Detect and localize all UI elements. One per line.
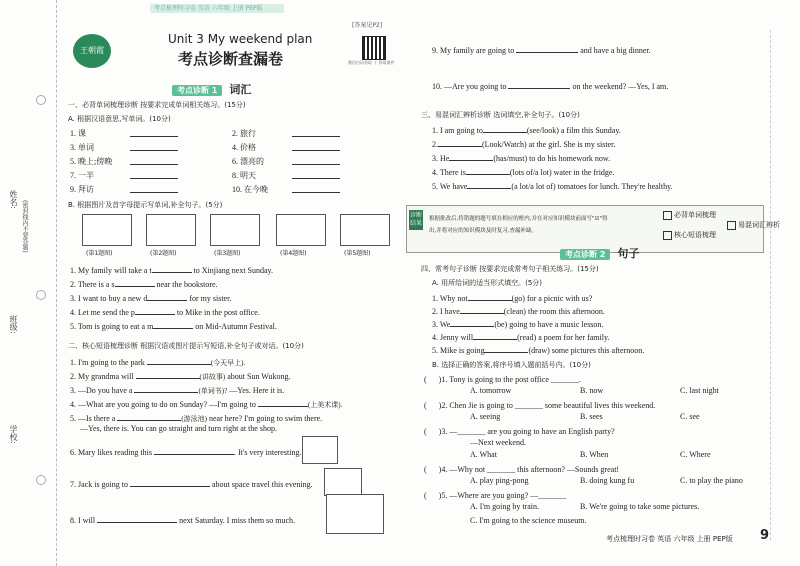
answer-blank[interactable]: [438, 138, 482, 147]
q3-item: [432, 180, 673, 191]
item-text: 5. —Is there a: [70, 414, 116, 423]
item-text: 3. We: [432, 320, 451, 329]
mc-option[interactable]: B. When: [580, 450, 609, 459]
answer-blank[interactable]: [484, 344, 528, 353]
mc-option[interactable]: C. last night: [680, 386, 719, 395]
mc-option[interactable]: B. sees: [580, 412, 603, 421]
q3-item: [432, 138, 615, 149]
mc-option[interactable]: B. doing kung fu: [580, 476, 635, 485]
section1-badge: 考点诊断 1: [172, 85, 222, 96]
picture-label: (第4题图): [280, 250, 307, 257]
item-text: (a lot/a lot of) tomatoes for lunch. They're healthy.: [511, 182, 673, 191]
top-strip: 考点梳理时习卷 英语 六年级 上册 PEP版: [150, 4, 284, 13]
item-text: 1. I am going to: [432, 126, 483, 135]
vocab-prompt: 旅行: [240, 129, 256, 138]
name-label: 姓名:: [9, 190, 18, 209]
answer-blank[interactable]: [292, 128, 340, 137]
mc-question: ( )3. —_______ are you going to have an English party?: [424, 427, 615, 436]
q2-item-7: 7. Jack is going to about space travel this evening.: [70, 480, 313, 489]
mc-option[interactable]: C. I'm going to the science museum.: [470, 516, 587, 525]
q4a-item: [432, 318, 603, 329]
vocab-item: [232, 170, 256, 181]
answer-blank[interactable]: [483, 124, 527, 133]
mc-option[interactable]: C. to play the piano: [680, 476, 743, 485]
mc-option[interactable]: A. seeing: [470, 412, 501, 421]
vocab-item: [232, 128, 256, 139]
answer-paren[interactable]: [429, 400, 439, 408]
vocab-number: 2.: [232, 129, 238, 138]
item-text: —Yes. Here it is.: [229, 386, 285, 395]
q2-item: [70, 356, 245, 368]
q1-heading: 一、必背单词梳理诊断 按要求完成单词相关练习。(15分): [68, 101, 246, 109]
answer-blank[interactable]: [115, 278, 155, 287]
q2-item: [70, 370, 291, 382]
item-text: 4. Let me send the p: [70, 308, 135, 317]
answer-blank[interactable]: [130, 184, 178, 193]
q1b-item: [70, 320, 277, 331]
picture-3: [210, 214, 260, 246]
answer-blank[interactable]: [147, 356, 211, 365]
book-picture: [302, 436, 338, 464]
answer-paren[interactable]: [429, 374, 439, 382]
diag-check-3[interactable]: 易混词汇辨析: [727, 220, 780, 230]
section2-badge: 考点诊断 2: [560, 249, 610, 260]
item-text: 1. Why not: [432, 294, 468, 303]
answer-blank[interactable]: [134, 384, 198, 393]
answer-blank[interactable]: [154, 446, 234, 455]
question-text: )2. Chen Jie is going to _______ some beautiful lives this weekend.: [438, 401, 656, 410]
item-text: (lots of/a lot) water in the fridge.: [509, 168, 615, 177]
vocab-item: [70, 142, 94, 153]
picture-label: (第5题图): [344, 250, 371, 257]
vocab-number: 5.: [70, 157, 76, 166]
r-item-9: 9. My family are going to and have a big dinner.: [432, 46, 651, 55]
vocab-number: 10.: [232, 185, 242, 194]
item-text: (go) for a picnic with us?: [511, 294, 593, 303]
answer-blank[interactable]: [467, 180, 511, 189]
q1b-item: [70, 278, 218, 289]
vocab-number: 3.: [70, 143, 76, 152]
answer-blank[interactable]: [473, 331, 517, 340]
item-text: 4. There is: [432, 168, 466, 177]
q1a-heading: A. 根据汉语意思,写单词。(10分): [68, 115, 171, 123]
answer-blank[interactable]: [136, 370, 200, 379]
page-title: 考点诊断查漏卷: [178, 50, 284, 68]
diag-check-1[interactable]: 必背单词梳理: [663, 210, 716, 220]
item-text: 2. I have: [432, 307, 460, 316]
q1b-item: [70, 292, 231, 303]
binder-hole: [36, 95, 46, 105]
vocab-item: [70, 184, 94, 195]
q4b-heading: B. 选择正确的答案,将序号填入题前括号内。(10分): [432, 361, 591, 369]
mc-option[interactable]: A. I'm going by train.: [470, 502, 539, 511]
answer-blank[interactable]: [292, 142, 340, 151]
vocab-prompt: 价格: [240, 143, 256, 152]
question-text: )3. —_______ are you going to have an English party?: [438, 427, 615, 436]
section1-header: [172, 80, 251, 98]
item-text: about Sun Wukong.: [227, 372, 291, 381]
q3-item: [432, 166, 614, 177]
section2-header: [560, 244, 639, 262]
answer-blank[interactable]: [97, 514, 177, 523]
vocab-prompt: 一半: [78, 171, 94, 180]
answer-blank[interactable]: [130, 142, 178, 151]
item-text: 1. I'm going to the park: [70, 358, 145, 367]
picture-label: (第2题图): [150, 250, 177, 257]
vocab-number: 8.: [232, 171, 238, 180]
hint-text: (游泳池): [181, 415, 207, 423]
item-text: 5. Tom is going to eat a m: [70, 322, 154, 331]
mc-option[interactable]: B. now: [580, 386, 604, 395]
mc-question: ( )2. Chen Jie is going to _______ some beautiful lives this weekend.: [424, 401, 656, 410]
qr-code: [362, 36, 386, 60]
vocab-prompt: 漂亮的: [240, 157, 264, 166]
q4a-heading: A. 用所给词的适当形式填空。(5分): [432, 279, 543, 287]
item-text: (clean) the room this afternoon.: [503, 307, 605, 316]
hint-text: (讲故事): [199, 373, 226, 381]
q2-item-6: 6. Mary likes reading this . It's very interesting.: [70, 448, 302, 457]
vocab-item: [70, 156, 112, 167]
q3-item: [432, 124, 621, 135]
brand-logo: 王朝霞: [73, 34, 111, 68]
diag-label: 诊断结果: [409, 210, 423, 230]
mc-question: ( )1. Tony is going to the post office _______.: [424, 375, 581, 384]
answer-blank[interactable]: [153, 320, 193, 329]
item-text: (read) a poem for her family.: [517, 333, 610, 342]
item-text: 2.: [432, 140, 438, 149]
vocab-prompt: 拜访: [78, 185, 94, 194]
q2-item-8: 8. I will next Saturday. I miss them so much.: [70, 516, 296, 525]
q2-heading: 二、核心短语梳理诊断 根据汉语或图片提示写短语,补全句子或对话。(10分): [68, 342, 304, 350]
item-text: to Xinjiang next Sunday.: [193, 266, 274, 275]
item-text: near here? I'm going to swim there.: [209, 414, 323, 423]
q1b-item: [70, 264, 273, 275]
section1-title: 词汇: [229, 83, 252, 96]
vocab-prompt: 在今晚: [244, 185, 268, 194]
vocab-number: 9.: [70, 185, 76, 194]
answer-blank[interactable]: [147, 292, 187, 301]
q2-item-5-reply: —Yes, there is. You can go straight and turn right at the shop.: [80, 424, 277, 433]
family-picture: [326, 494, 384, 534]
vocab-number: 7.: [70, 171, 76, 180]
binder-hole: [36, 475, 46, 485]
item-text: 5. We have: [432, 182, 468, 191]
answer-blank[interactable]: [450, 318, 494, 327]
diag-text-2: 出,并将对应的知识模块及时复习,查漏补缺。: [429, 228, 537, 234]
answer-ref: [答案见P2]: [352, 22, 383, 29]
answer-blank[interactable]: [292, 170, 340, 179]
item-text: (has/must) to do his homework now.: [493, 154, 611, 163]
vocab-prompt: 明天: [240, 171, 256, 180]
edge-line: [770, 30, 771, 540]
r-item-10: 10. —Are you going to on the weekend? —Yes, I am.: [432, 82, 669, 91]
item-text: 4. Jenny will: [432, 333, 474, 342]
vocab-number: 6.: [232, 157, 238, 166]
sealed-note: (密封线内不要答题): [21, 200, 28, 253]
binder-margin: [0, 0, 62, 566]
answer-paren[interactable]: [429, 490, 439, 498]
q4a-item: [432, 344, 644, 355]
item-text: to Mike in the post office.: [176, 308, 260, 317]
item-text: on Mid-Autumn Festival.: [195, 322, 277, 331]
answer-blank[interactable]: [449, 152, 493, 161]
class-label: 班级:: [9, 315, 18, 334]
answer-blank[interactable]: [258, 398, 308, 407]
question-text: )1. Tony is going to the post office _______.: [438, 375, 581, 384]
space-picture: [324, 468, 362, 496]
section2-title: 句子: [617, 247, 640, 260]
school-label: 学校:: [9, 425, 18, 444]
mc-subline: —Next weekend.: [470, 438, 526, 447]
picture-2: [146, 214, 196, 246]
item-text: 3. —Do you have a: [70, 386, 133, 395]
diag-check-2[interactable]: 核心短语梳理: [663, 230, 716, 240]
vocab-number: 4.: [232, 143, 238, 152]
q4a-item: [432, 331, 609, 342]
q2-item: [70, 412, 322, 424]
q4a-item: [432, 305, 605, 316]
picture-5: [340, 214, 390, 246]
q3-heading: 三、易混词汇辨析诊断 选词填空,补全句子。(10分): [421, 111, 580, 119]
mc-option[interactable]: A. What: [470, 450, 497, 459]
picture-4: [276, 214, 326, 246]
item-text: for my sister.: [189, 294, 232, 303]
seal-line: [56, 0, 57, 566]
item-text: 5. Mike is going: [432, 346, 485, 355]
binder-hole: [36, 290, 46, 300]
picture-label: (第3题图): [214, 250, 241, 257]
item-text: (Look/Watch) at the girl. She is my sister.: [482, 140, 616, 149]
diag-text-1: 根据批改后,将错题的题号填在相应的框内,并在对应知识模块前面写"☑"得: [429, 216, 608, 222]
item-text: (see/look) a film this Sunday.: [526, 126, 621, 135]
hint-text: (单词书)?: [198, 387, 228, 395]
answer-blank[interactable]: [117, 412, 181, 421]
answer-blank[interactable]: [292, 156, 340, 165]
answer-blank[interactable]: [135, 306, 175, 315]
q3-item: [432, 152, 610, 163]
answer-paren[interactable]: [429, 464, 439, 472]
answer-blank[interactable]: [516, 44, 578, 53]
picture-1: [82, 214, 132, 246]
answer-blank[interactable]: [466, 166, 510, 175]
item-text: 1. My family will take a t: [70, 266, 152, 275]
answer-blank[interactable]: [292, 184, 340, 193]
item-text: 3. I want to buy a new d: [70, 294, 148, 303]
item-text: (be) going to have a music lesson.: [494, 320, 604, 329]
hint-text: (上美术课).: [307, 401, 343, 409]
answer-blank[interactable]: [130, 128, 178, 137]
vocab-item: [70, 128, 86, 139]
qr-caption: 微信扫码获取 十 领取课件: [348, 60, 395, 65]
item-text: (draw) some pictures this afternoon.: [528, 346, 645, 355]
vocab-number: 1.: [70, 129, 76, 138]
item-text: near the bookstore.: [156, 280, 218, 289]
answer-blank[interactable]: [152, 264, 192, 273]
mc-question: ( )4. —Why not _______ this afternoon? —Sounds great!: [424, 465, 620, 474]
vocab-prompt: 单词: [78, 143, 94, 152]
q1b-heading: B. 根据图片及首字母提示写单词,补全句子。(5分): [68, 201, 223, 209]
q2-item: [70, 398, 342, 410]
q4a-item: [432, 292, 592, 303]
item-text: 3. He: [432, 154, 450, 163]
mc-option[interactable]: C. Where: [680, 450, 711, 459]
answer-blank[interactable]: [460, 305, 504, 314]
page-footer: 考点梳理时习卷 英语 六年级 上册 PEP版: [606, 535, 733, 543]
picture-label: (第1题图): [86, 250, 113, 257]
mc-question: ( )5. —Where are you going? —_______: [424, 491, 567, 500]
vocab-prompt: 课: [78, 129, 86, 138]
answer-blank[interactable]: [130, 478, 210, 487]
hint-text: (今天早上).: [210, 359, 246, 367]
answer-blank[interactable]: [130, 170, 178, 179]
item-text: 2. There is a s: [70, 280, 115, 289]
answer-paren[interactable]: [429, 426, 439, 434]
page-number: 9: [760, 528, 770, 543]
vocab-item: [232, 142, 256, 153]
q1b-item: [70, 306, 260, 317]
answer-blank[interactable]: [508, 80, 570, 89]
unit-title: Unit 3 My weekend plan: [168, 32, 313, 46]
q2-item: [70, 384, 284, 396]
vocab-item: [70, 170, 94, 181]
answer-blank[interactable]: [130, 156, 178, 165]
mc-option[interactable]: A. play ping-pong: [470, 476, 529, 485]
q4-heading: 四、常考句子诊断 按要求完成常考句子相关练习。(15分): [421, 265, 599, 273]
vocab-item: [232, 184, 268, 195]
answer-blank[interactable]: [468, 292, 512, 301]
mc-option[interactable]: B. We're going to take some pictures.: [580, 502, 700, 511]
mc-option[interactable]: A. tomorrow: [470, 386, 512, 395]
mc-option[interactable]: C. see: [680, 412, 700, 421]
vocab-item: [232, 156, 264, 167]
vocab-prompt: 晚上;傍晚: [78, 157, 113, 166]
question-text: )4. —Why not _______ this afternoon? —Sounds great!: [438, 465, 620, 474]
question-text: )5. —Where are you going? —_______: [438, 491, 567, 500]
item-text: 4. —What are you going to do on Sunday? —I'm going to: [70, 400, 256, 409]
item-text: 2. My grandma will: [70, 372, 134, 381]
